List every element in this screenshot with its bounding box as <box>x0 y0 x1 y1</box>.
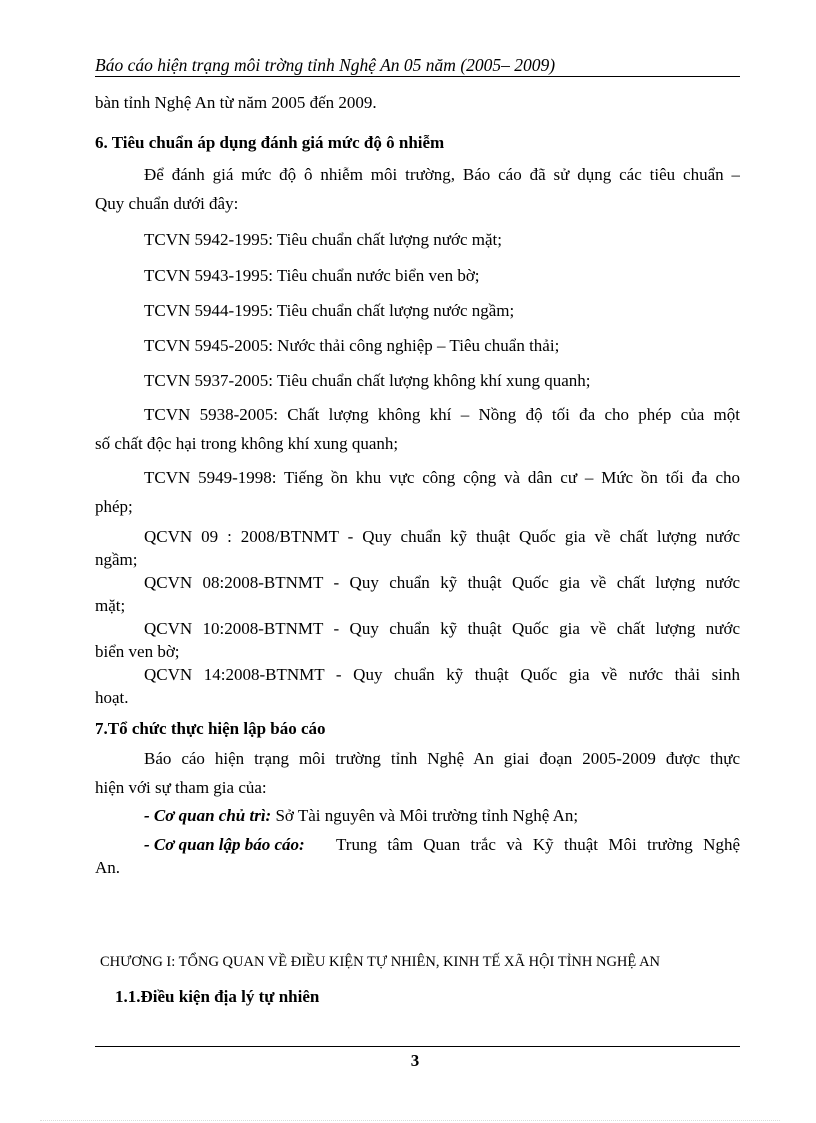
chapter-title: CHƯƠNG I: TỔNG QUAN VỀ ĐIỀU KIỆN TỰ NHIÊN, KINH TẾ XÃ HỘI TỈNH NGHỆ AN <box>100 954 661 970</box>
qcvn-item-line1: QCVN 10:2008-BTNMT - Quy chuẩn kỹ thuật Quốc gia về chất lượng nước <box>144 619 740 638</box>
report-maker-label: - Cơ quan lập báo cáo: <box>144 835 305 854</box>
report-maker-line <box>144 835 740 855</box>
section-6-intro-line2: Quy chuẩn dưới đây: <box>95 194 239 213</box>
standard-item: TCVN 5945-2005: Nước thải công nghiệp – Tiêu chuẩn thải; <box>144 336 560 355</box>
host-agency-label: - Cơ quan chủ trì: <box>144 806 272 825</box>
continuation-line: bàn tỉnh Nghệ An từ năm 2005 đến 2009. <box>95 93 377 112</box>
qcvn-item-line2: hoạt. <box>95 688 129 707</box>
standard-item-7-line2: phép; <box>95 497 133 516</box>
standard-item: TCVN 5943-1995: Tiêu chuẩn nước biển ven bờ; <box>144 266 480 285</box>
subsection-heading: 1.1.Điều kiện địa lý tự nhiên <box>115 987 320 1006</box>
standard-item: TCVN 5942-1995: Tiêu chuẩn chất lượng nước mặt; <box>144 230 502 249</box>
qcvn-item-line1: QCVN 08:2008-BTNMT - Quy chuẩn kỹ thuật Quốc gia về chất lượng nước <box>144 573 740 592</box>
host-agency-value: Sở Tài nguyên và Môi trường tỉnh Nghệ An; <box>271 806 579 825</box>
qcvn-item-line2: mặt; <box>95 596 126 615</box>
standard-item: TCVN 5937-2005: Tiêu chuẩn chất lượng không khí xung quanh; <box>144 371 591 390</box>
qcvn-item-line2: ngầm; <box>95 550 138 569</box>
standard-item-6-line1: TCVN 5938-2005: Chất lượng không khí – Nồng độ tối đa cho phép của một <box>144 405 740 424</box>
section-7-intro-line2: hiện với sự tham gia của: <box>95 778 267 797</box>
footer-rule <box>95 1046 740 1047</box>
section-6-heading: 6. Tiêu chuẩn áp dụng đánh giá mức độ ô nhiễm <box>95 133 445 152</box>
page-number: 3 <box>410 1051 420 1070</box>
qcvn-item-line1: QCVN 09 : 2008/BTNMT - Quy chuẩn kỹ thuật Quốc gia về chất lượng nước <box>144 527 740 546</box>
host-agency-line <box>144 806 578 826</box>
qcvn-item-line1: QCVN 14:2008-BTNMT - Quy chuẩn kỹ thuật Quốc gia về nước thải sinh <box>144 665 740 684</box>
standard-item-6-line2: số chất độc hại trong không khí xung quanh; <box>95 434 399 453</box>
page-bottom-dotted-line <box>40 1120 780 1121</box>
section-6-intro-line1: Để đánh giá mức độ ô nhiễm môi trường, Báo cáo đã sử dụng các tiêu chuẩn – <box>144 165 740 184</box>
header-rule <box>95 76 740 77</box>
standard-item: TCVN 5944-1995: Tiêu chuẩn chất lượng nước ngầm; <box>144 301 515 320</box>
report-maker-value-line1: Trung tâm Quan trắc và Kỹ thuật Môi trường Nghệ <box>336 835 740 854</box>
standard-item-7-line1: TCVN 5949-1998: Tiếng ồn khu vực công cộng và dân cư – Mức ồn tối đa cho <box>144 468 740 487</box>
running-header: Báo cáo hiện trạng môi trờng tỉnh Nghệ An 05 năm (2005– 2009) <box>95 55 556 75</box>
section-7-intro-line1: Báo cáo hiện trạng môi trường tỉnh Nghệ An giai đoạn 2005-2009 được thực <box>144 749 740 768</box>
qcvn-item-line2: biển ven bờ; <box>95 642 180 661</box>
section-7-heading: 7.Tổ chức thực hiện lập báo cáo <box>95 719 326 738</box>
report-maker-value-line2: An. <box>95 858 121 877</box>
